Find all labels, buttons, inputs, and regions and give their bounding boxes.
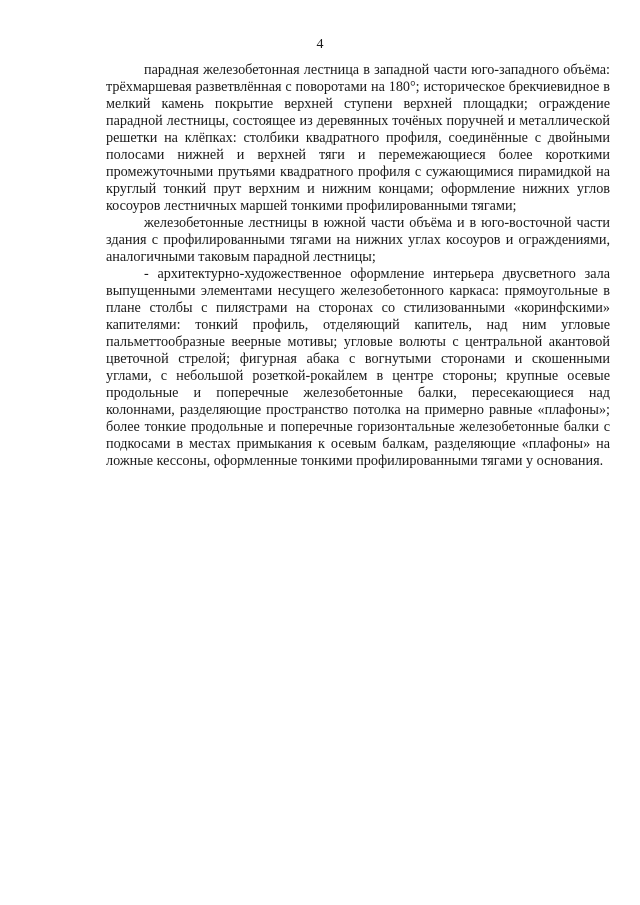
document-body <box>106 62 610 470</box>
paragraph-main-staircase: парадная железобетонная лестница в западной части юго-западного объёма: трёхмаршевая разветвлённая с поворотами на 180°; историческое брекчиевидное в мелкий камень покрытие верхней ступени верхней площадки; ограждение парадной лестницы, состоящее из деревянных точёных поручней и металлической решетки на клёпках: столбики квадратного профиля, соединённые с двойными полосами нижней и верхней тяги и перемежающиеся более короткими промежуточными прутьями квадратного профиля с сужающимися пирамидкой на круглый тонкий прут верхним и нижним концами; оформление нижних углов косоуров лестничных маршей тонкими профилированными тягами; <box>106 62 610 214</box>
paragraph-south-staircases: железобетонные лестницы в южной части объёма и в юго-восточной части здания с профилированными тягами на нижних углах косоуров и ограждениями, аналогичными таковым парадной лестницы; <box>106 215 610 265</box>
paragraph-hall-interior: - архитектурно-художественное оформление интерьера двусветного зала выпущенными элементами несущего железобетонного каркаса: прямоугольные в плане столбы с пилястрами на сторонах со стилизованными «коринфскими» капителями: тонкий профиль, отделяющий капитель, над ним угловые пальметтообразные веерные мотивы; угловые волюты с центральной акантовой цветочной стрелой; фигурная абака с вогнутыми сторонами и скошенными углами, с небольшой розеткой-рокайлем в центре стороны; крупные осевые продольные и поперечные железобетонные балки, пересекающиеся над колоннами, разделяющие пространство потолка на примерно равные «плафоны»; более тонкие продольные и поперечные горизонтальные железобетонные балки с подкосами в местах примыкания к осевым балкам, разделяющие «плафоны» на ложные кессоны, оформленные тонкими профилированными тягами у основания. <box>106 266 610 469</box>
page-number: 4 <box>316 37 324 52</box>
